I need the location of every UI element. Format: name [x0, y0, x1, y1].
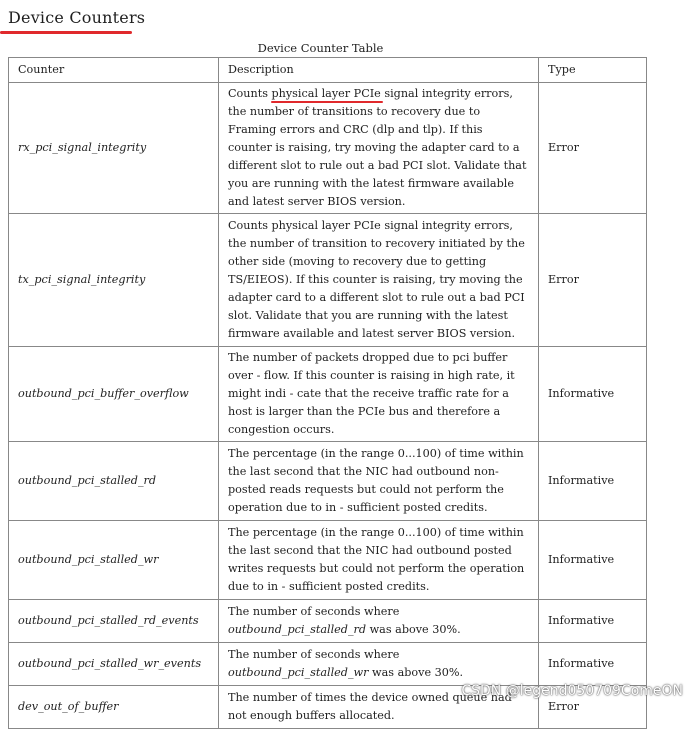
- counter-reference: outbound_pci_stalled_wr: [228, 666, 369, 679]
- counter-description: [219, 600, 539, 643]
- table-row: [9, 214, 647, 347]
- header-description: Description: [219, 58, 539, 83]
- table-row: [9, 347, 647, 442]
- counter-name: rx_pci_signal_integrity: [9, 83, 219, 214]
- counter-type: Informative: [539, 442, 647, 521]
- title-underline-mark: [0, 31, 132, 34]
- header-type: Type: [539, 58, 647, 83]
- table-row: [9, 83, 647, 214]
- table-caption: Device Counter Table: [257, 41, 384, 55]
- counter-name: outbound_pci_buffer_overflow: [9, 347, 219, 442]
- counter-type: Informative: [539, 600, 647, 643]
- counter-name: outbound_pci_stalled_rd_events: [9, 600, 219, 643]
- watermark: CSDN @legend050709ComeON: [461, 683, 683, 699]
- counter-reference: outbound_pci_stalled_rd: [228, 623, 367, 636]
- description-text: was above 30%.: [366, 623, 461, 636]
- table-header-row: [9, 58, 647, 83]
- counter-name: outbound_pci_stalled_wr: [9, 521, 219, 600]
- description-text: The number of seconds where: [228, 605, 400, 618]
- counter-type: Error: [539, 83, 647, 214]
- counter-type: Informative: [539, 643, 647, 686]
- description-text: Counts: [228, 87, 272, 100]
- counter-name: outbound_pci_stalled_rd: [9, 442, 219, 521]
- counter-description: The percentage (in the range 0...100) of time within the last second that the NIC had outbound posted writes requests but could not perform the operation due to in - sufficient posted credits.: [219, 521, 539, 600]
- table-row: [9, 521, 647, 600]
- counter-description: [219, 83, 539, 214]
- counter-name: tx_pci_signal_integrity: [9, 214, 219, 347]
- counter-type: Error: [539, 686, 647, 729]
- counter-description: The number of times the device owned queue had not enough buffers allocated.: [219, 686, 539, 729]
- counter-type: Informative: [539, 347, 647, 442]
- table-row: [9, 442, 647, 521]
- device-counter-table: [8, 57, 647, 729]
- counter-description: Counts physical layer PCIe signal integrity errors, the number of transition to recovery initiated by the other side (moving to recovery due to getting TS/EIEOS). If this counter is raising, try moving the adapter card to a different slot to rule out a bad PCI slot. Validate that you are running with the latest firmware available and latest server BIOS version.: [219, 214, 539, 347]
- highlighted-phrase: physical layer PCIe: [271, 87, 381, 100]
- description-text: The number of seconds where: [228, 648, 400, 661]
- description-text: signal integrity errors, the number of transitions to recovery due to Framing errors and CRC (dlp and tlp). If this counter is raising, try moving the adapter card to a different slot to rule out a bad PCI slot. Validate that you are running with the latest firmware available and latest server BIOS version.: [228, 87, 527, 208]
- counter-description: [219, 643, 539, 686]
- counter-type: Informative: [539, 521, 647, 600]
- table-row: [9, 643, 647, 686]
- counter-description: The percentage (in the range 0...100) of time within the last second that the NIC had outbound non-posted reads requests but could not perform the operation due to in - sufficient posted credits.: [219, 442, 539, 521]
- counter-name: outbound_pci_stalled_wr_events: [9, 643, 219, 686]
- counter-description: The number of packets dropped due to pci buffer over - flow. If this counter is raising in high rate, it might indi - cate that the receive traffic rate for a host is larger than the PCIe bus and therefore a congestion occurs.: [219, 347, 539, 442]
- counter-type: Error: [539, 214, 647, 347]
- page-title: Device Counters: [8, 8, 146, 27]
- table-row: [9, 600, 647, 643]
- header-counter: Counter: [9, 58, 219, 83]
- counter-name: dev_out_of_buffer: [9, 686, 219, 729]
- description-text: was above 30%.: [368, 666, 464, 679]
